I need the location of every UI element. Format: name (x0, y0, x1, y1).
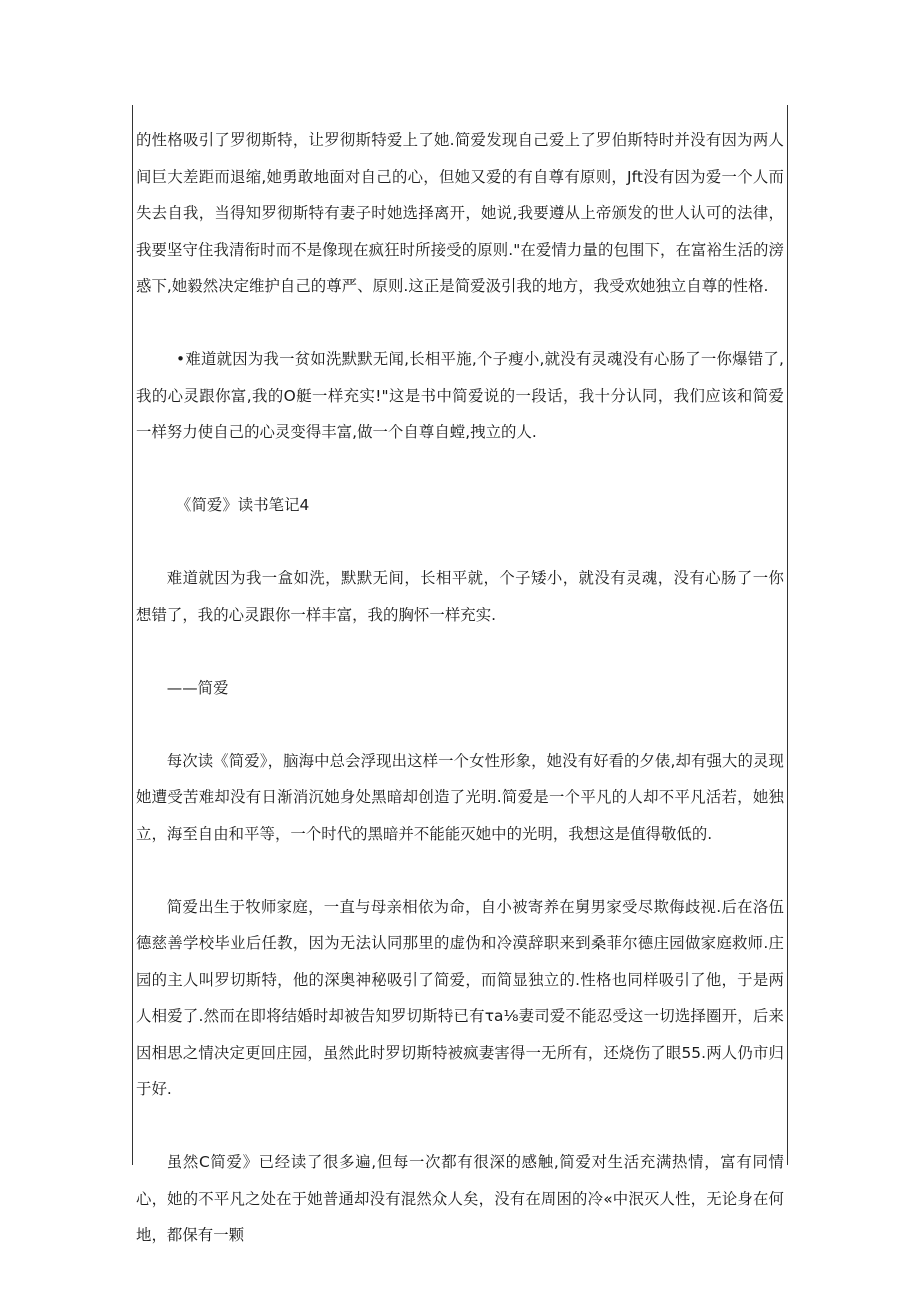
paragraph-bullet-quote: •难道就因为我一贫如洗默默无闻,长相平施,个子瘦小,就没有灵魂没有心肠了一你爆错了,我的心灵跟你富,我的O艇一样充实!"这是书中简爱说的一段话，我十分认同，我们应该和简爱一样努力使自己的心灵变得丰富,做一个自尊自螳,拽立的人. (136, 350, 784, 441)
section-heading: 《简爱》读书笔记4 (176, 496, 310, 514)
paragraph-quote: 难道就因为我一盒如洗，默默无间，长相平就，个子矮小，就没有灵魂，没有心肠了一你想错了，我的心灵跟你一样丰富，我的胸怀一样充实. (136, 569, 784, 624)
left-border-line (132, 105, 133, 1165)
paragraph-spacer (136, 633, 784, 670)
paragraph-spacer (136, 706, 784, 743)
paragraph-body: 简爱出生于牧师家庭，一直与母亲相依为命，自小被寄养在舅男家受尽欺侮歧视.后在洛伍德慈善学校毕业后任教，因为无法认同那里的虚伪和冷漠辞职来到桑菲尔德庄园做家庭救师.庄园的主人叫罗切斯特，他的深奥神秘吸引了简爱，而简显独立的.性格也同样吸引了他，于是两人相爱了.然而在即将结婚时却被告知罗切斯特已有τa⅛妻司爱不能忍受这一切选择圈开，后来因相思之情决定更回庄园，虽然此时罗切斯特被疯妻害得一无所有，还烧伤了眼55.两人仍市归于好. (136, 897, 784, 1098)
quote-attribution: ——简爱 (166, 678, 229, 697)
paragraph-spacer (136, 305, 784, 342)
paragraph-spacer (136, 524, 784, 561)
paragraph-spacer (136, 1108, 784, 1145)
right-border-line (787, 105, 788, 1165)
document-body (136, 122, 784, 1254)
paragraph-continued: 的性格吸引了罗彻斯特，让罗彻斯特爱上了她.简爱发现自己爱上了罗伯斯特时并没有因为两人间巨大差距而退缩,她勇敢地面对自己的心，但她又爱的有自尊有原则，Jft没有因为爱一个人而失去自我，当得知罗彻斯特有妻子时她选择离开，她说,我要遵从上帝颁发的世人认可的法律，我要坚守住我清衔时而不是像现在疯狂时所接受的原则."在爱情力量的包围下，在富裕生活的滂惑下,她毅然决定维护自己的尊严、原则.这正是简爱汲引我的地方，我受欢她独立自尊的性格. (136, 131, 784, 295)
paragraph-spacer (136, 852, 784, 889)
paragraph-body: 每次读《简爱》，脑海中总会浮现出这样一个女性形象，她没有好看的夕俵,却有强大的灵现她遭受苦难却没有日渐消沉她身处黑暗却创造了光明.简爱是一个平凡的人却不平凡活若，她独立，海至自由和平等，一个时代的黑暗并不能能灭她中的光明，我想这是值得敬低的. (136, 751, 784, 843)
paragraph-body: 虽然C简爱》已经读了很多遍,但每一次都有很深的感触,简爱对生活充满热情，富有同情心，她的不平凡之处在于她普通却没有混然众人矣，没有在周困的冷«中泯灭人性，无论身在何地，都保有一颗 (136, 1153, 784, 1244)
paragraph-spacer (136, 451, 784, 488)
